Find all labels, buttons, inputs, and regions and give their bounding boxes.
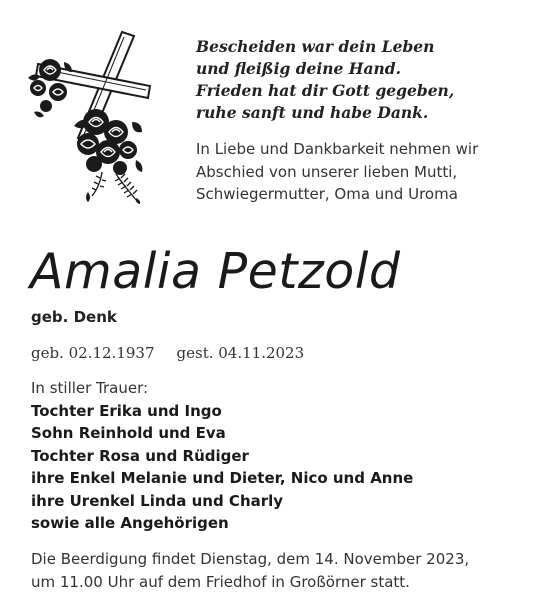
mourning-heading: In stiller Trauer: <box>31 379 149 397</box>
funeral-details <box>31 548 541 593</box>
farewell-intro <box>196 138 536 206</box>
mourner-entry: Tochter Erika und Ingo <box>31 401 222 420</box>
funeral-line: um 11.00 Uhr auf dem Friedhof in Großörner statt. <box>31 572 410 591</box>
deceased-name: Amalia Petzold <box>30 243 401 300</box>
mourner-entry: Sohn Reinhold und Eva <box>31 424 226 442</box>
poem-line: und fleißig deine Hand. <box>196 59 401 78</box>
memorial-poem <box>196 36 536 124</box>
birth-date: geb. 02.12.1937 <box>31 344 155 362</box>
intro-line: Abschied von unserer lieben Mutti, <box>196 162 458 181</box>
death-date: gest. 04.11.2023 <box>176 344 305 362</box>
life-dates <box>31 342 304 364</box>
poem-line: ruhe sanft und habe Dank. <box>196 103 429 122</box>
poem-line: Frieden hat dir Gott gegeben, <box>196 81 455 100</box>
mourners-list <box>31 377 531 535</box>
cross-with-roses-icon <box>24 26 174 204</box>
poem-line: Bescheiden war dein Leben <box>196 37 435 56</box>
intro-line: In Liebe und Dankbarkeit nehmen wir <box>196 140 479 158</box>
mourner-entry: ihre Urenkel Linda und Charly <box>31 491 284 510</box>
mourner-entry: Tochter Rosa und Rüdiger <box>31 446 249 465</box>
funeral-line: Die Beerdigung findet Dienstag, dem 14. November 2023, <box>31 550 470 568</box>
mourner-entry: ihre Enkel Melanie und Dieter, Nico und Anne <box>31 469 414 487</box>
maiden-name: geb. Denk <box>31 308 117 326</box>
intro-line: Schwiegermutter, Oma und Uroma <box>196 185 458 203</box>
mourner-entry: sowie alle Angehörigen <box>31 514 229 532</box>
